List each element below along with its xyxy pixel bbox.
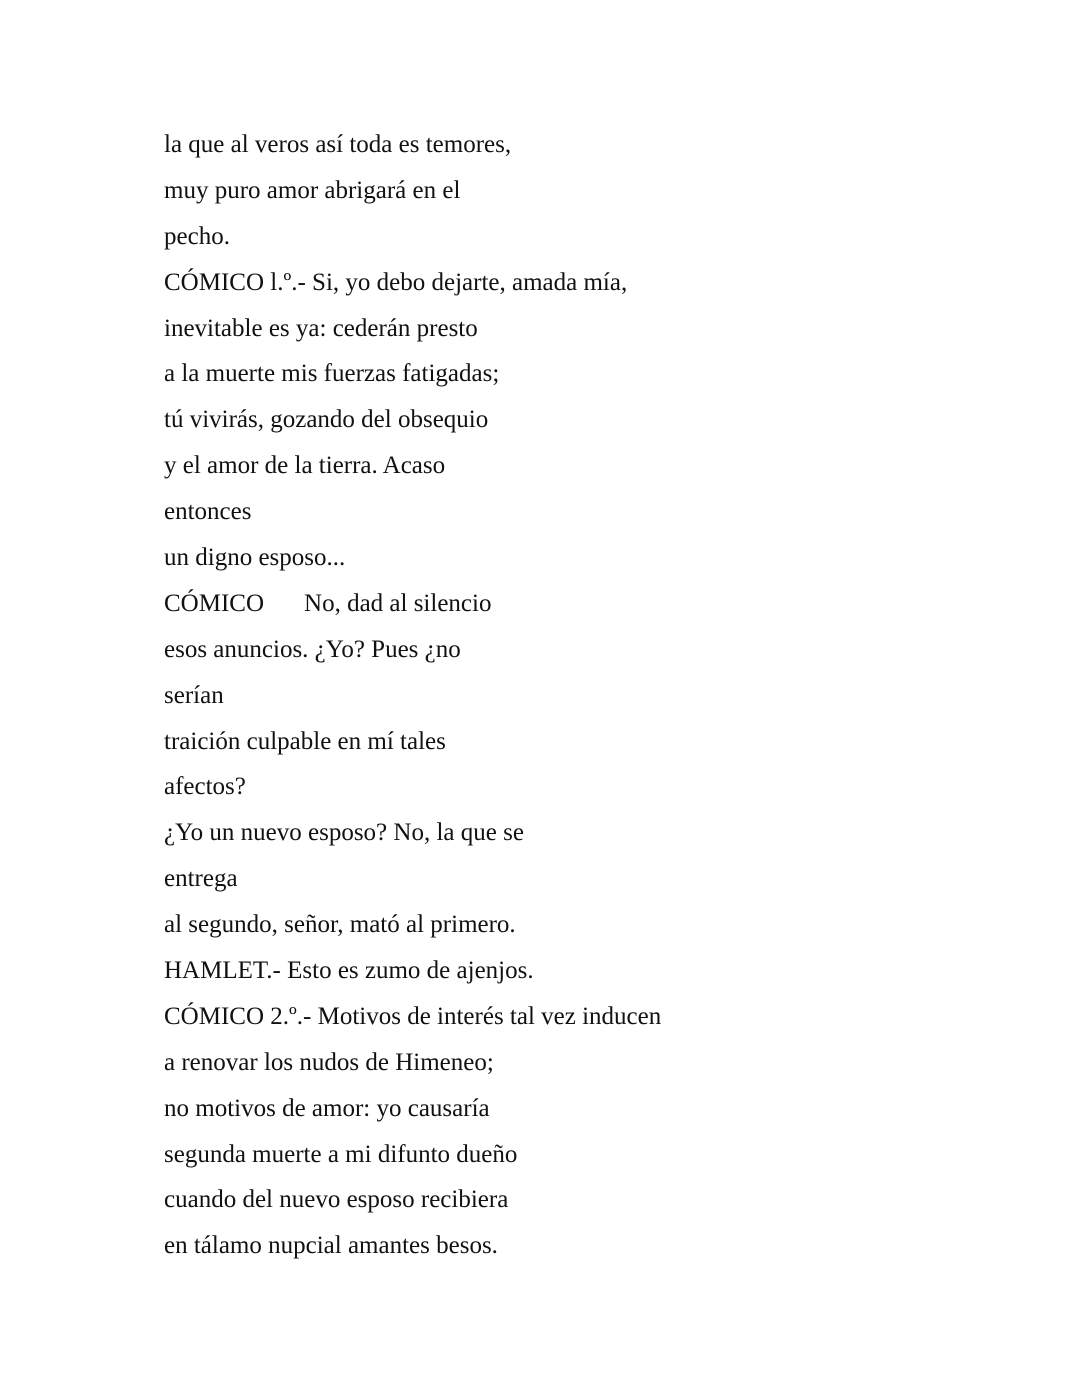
text-line: tú vivirás, gozando del obsequio <box>164 406 489 434</box>
text-line: al segundo, señor, mató al primero. <box>164 911 516 939</box>
text-line: CÓMICO l.º.- Si, yo debo dejarte, amada mía, <box>164 268 628 296</box>
text-line: un digno esposo... <box>164 544 346 572</box>
text-line: inevitable es ya: cederán presto <box>164 314 478 342</box>
text-line: afectos? <box>164 773 246 801</box>
speaker-name: CÓMICO <box>164 589 265 617</box>
text-line: esos anuncios. ¿Yo? Pues ¿no <box>164 635 461 663</box>
text-line: a la muerte mis fuerzas fatigadas; <box>164 360 500 388</box>
text-line: a renovar los nudos de Himeneo; <box>164 1048 494 1076</box>
text-line: la que al veros así toda es temores, <box>164 131 512 158</box>
text-line: no motivos de amor: yo causaría <box>164 1094 490 1122</box>
text-line: HAMLET.- Esto es zumo de ajenjos. <box>164 957 534 985</box>
text-line: y el amor de la tierra. Acaso <box>164 452 446 480</box>
play-text <box>164 122 984 1269</box>
text-line: entonces <box>164 498 252 526</box>
text-line: serían <box>164 681 224 709</box>
text-line: CÓMICO 2.º.- Motivos de interés tal vez inducen <box>164 1002 662 1030</box>
text-line: muy puro amor abrigará en el <box>164 176 461 204</box>
text-line: segunda muerte a mi difunto dueño <box>164 1140 518 1168</box>
text-line: ¿Yo un nuevo esposo? No, la que se <box>164 819 524 847</box>
speaker-line <box>164 581 984 627</box>
text-line: traición culpable en mí tales <box>164 727 446 755</box>
text-line: en tálamo nupcial amantes besos. <box>164 1232 498 1260</box>
text-line: cuando del nuevo esposo recibiera <box>164 1186 509 1214</box>
speaker-text: No, dad al silencio <box>304 589 492 617</box>
text-line: pecho. <box>164 222 230 250</box>
text-line: entrega <box>164 865 238 893</box>
